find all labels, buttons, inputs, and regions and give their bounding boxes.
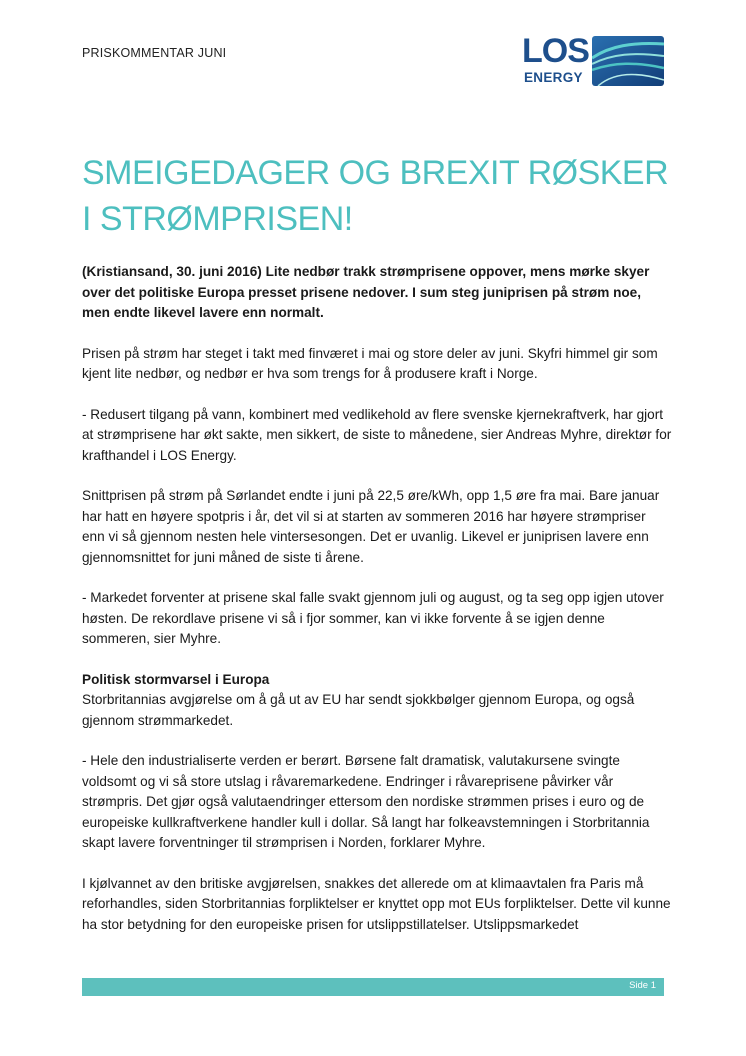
section-paragraph: I kjølvannet av den britiske avgjørelsen, snakkes det allerede om at klimaavtalen fra Paris må reforhandles, siden Storbritannias forpliktelser er knyttet opp mot EUs forpliktelser. Dette vil kunne ha stor betydning for den europeiske prisen for utslippstillatelser. Utslippsmarkedet	[82, 875, 671, 932]
page-number: Side 1	[629, 980, 656, 991]
body-paragraph: - Redusert tilgang på vann, kombinert med vedlikehold av flere svenske kjernekraftverk, har gjort at strømprisene har økt sakte, men sikkert, de siste to månedene, sier Andreas Myhre, direktør for krafthandel i LOS Energy.	[82, 406, 672, 463]
article-body	[82, 262, 672, 955]
wave-logo-icon	[592, 36, 664, 86]
logo-text-energy: ENERGY	[524, 70, 583, 85]
lead-paragraph: (Kristiansand, 30. juni 2016) Lite nedbør trakk strømprisene oppover, mens mørke skyer over det politiske Europa presset prisene nedover. I sum steg juniprisen på strøm noe, men endte likevel lavere enn normalt.	[82, 264, 650, 320]
logo-text-los: LOS	[522, 32, 589, 70]
footer-bar	[82, 978, 664, 996]
document-header-label: PRISKOMMENTAR JUNI	[82, 46, 227, 60]
article-title: SMEIGEDAGER OG BREXIT RØSKER I STRØMPRISEN!	[82, 154, 669, 238]
section-paragraph: - Hele den industrialiserte verden er berørt. Børsene falt dramatisk, valutakursene svingte voldsomt og vi så store utslag i råvaremarkedene. Endringer i råvareprisene påvirker vår strømpris. Det gjør også valutaendringer ettersom den nordiske strømmen prises i euro og de europeiske kullkraftverkene handler kull i dollar. Så langt har folkeavstemningen i Storbritannia skapt lavere forventninger til strømprisen i Norden, forklarer Myhre.	[82, 753, 650, 850]
section-intro	[82, 670, 672, 732]
los-energy-logo	[522, 34, 664, 90]
body-paragraph: Snittprisen på strøm på Sørlandet endte i juni på 22,5 øre/kWh, opp 1,5 øre fra mai. Bare januar har hatt en høyere spotpris i år, det vil si at starten av sommeren 2016 har høyere strømpriser enn vi så gjennom nesten hele vintersesongen. Det er uvanlig. Likevel er juniprisen lavere enn gjennomsnittet for juni måned de siste ti årene.	[82, 488, 660, 565]
section-heading: Politisk stormvarsel i Europa	[82, 671, 270, 687]
section-paragraph: Storbritannias avgjørelse om å gå ut av EU har sendt sjokkbølger gjennom Europa, og også gjennom strømmarkedet.	[82, 692, 635, 728]
body-paragraph: Prisen på strøm har steget i takt med finværet i mai og store deler av juni. Skyfri himmel gir som kjent lite nedbør, og nedbør er hva som trengs for å produsere kraft i Norge.	[82, 345, 658, 381]
body-paragraph: - Markedet forventer at prisene skal falle svakt gjennom juli og august, og ta seg opp igjen utover høsten. De rekordlave prisene vi så i fjor sommer, kan vi ikke forvente å se igjen denne sommeren, sier Myhre.	[82, 590, 664, 646]
